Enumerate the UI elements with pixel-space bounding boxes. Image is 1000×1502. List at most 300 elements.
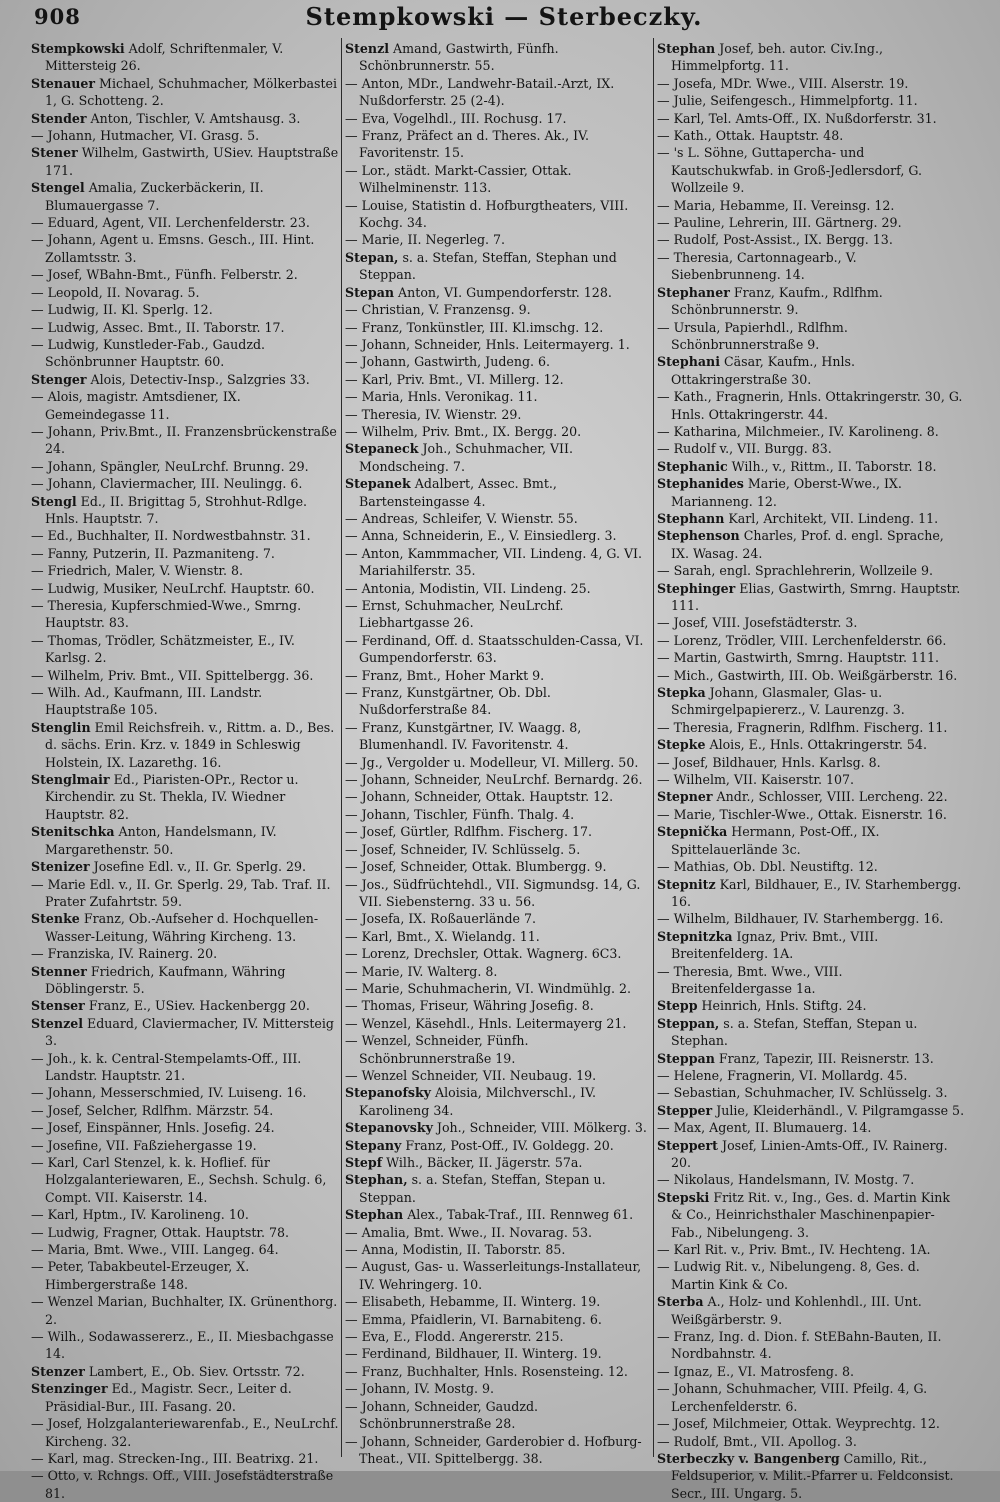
entry-details: — Ludwig, Fragner, Ottak. Hauptstr. 78. [31, 1224, 290, 1240]
entry-details: — Emma, Pfaidlerin, VI. Barnabiteng. 6. [345, 1311, 602, 1327]
entry-details: — Maria, Hebamme, II. Vereinsg. 12. [657, 197, 895, 213]
entry-details: Amand, Gastwirth, Fünfh. Schönbrunnerstr. 55. [359, 41, 559, 74]
directory-entry [345, 1206, 653, 1223]
page-title: Stempkowski — Sterbeczky. [305, 2, 703, 31]
entry-details: — Ludwig, Assec. Bmt., II. Taborstr. 17. [31, 319, 285, 335]
entry-details: Hermann, Post-Off., IX. Spittelauerlände 3c. [671, 824, 880, 857]
entry-details: — Johann, Messerschmied, IV. Luiseng. 16. [31, 1085, 307, 1101]
entry-details: — Wilhelm, VII. Kaiserstr. 107. [657, 772, 855, 788]
entry-details: — Josef, Selcher, Rdlfhm. Märzstr. 54. [31, 1102, 274, 1118]
entry-details: — Amalia, Bmt. Wwe., II. Novarag. 53. [345, 1224, 592, 1240]
entry-surname: Stenser [31, 998, 85, 1014]
directory-entry [345, 336, 653, 353]
directory-entry [345, 980, 653, 997]
directory-entry [345, 510, 653, 527]
entry-details: — Johann, IV. Mostg. 9. [345, 1381, 495, 1397]
directory-entry [657, 1067, 965, 1084]
directory-entry [657, 510, 965, 527]
entry-details: — Johann, Agent u. Emsns. Gesch., III. Hint. Zollamtsstr. 3. [31, 232, 315, 265]
entry-details: Marie, Oberst-Wwe., IX. Marianneng. 12. [671, 476, 902, 509]
entry-details: — Helene, Fragnerin, VI. Mollardg. 45. [657, 1067, 908, 1083]
directory-entry [345, 1067, 653, 1084]
directory-entry [345, 371, 653, 388]
entry-details: Alois, Detectiv-Insp., Salzgries 33. [86, 371, 310, 387]
entry-surname: Stepp [657, 998, 698, 1014]
entry-details: — Rudolf, Bmt., VII. Apollog. 3. [657, 1433, 857, 1449]
directory-entry [345, 858, 653, 875]
entry-details: — Anna, Modistin, II. Taborstr. 85. [345, 1242, 566, 1258]
entry-details: Julie, Kleiderhändl., V. Pilgramgasse 5. [712, 1102, 965, 1118]
directory-entry [657, 249, 965, 284]
entry-details: Amalia, Zuckerbäckerin, II. Blumauergasse 7. [45, 180, 264, 213]
entry-surname: Steppan [657, 1050, 715, 1066]
directory-entry [345, 1328, 653, 1345]
directory-entry [345, 963, 653, 980]
entry-details: — Thomas, Trödler, Schätzmeister, E., IV. Karlsg. 2. [31, 632, 295, 666]
directory-entry [31, 632, 339, 667]
directory-entry [31, 1363, 339, 1380]
entry-details: — Theresia, Cartonnagearb., V. Siebenbrunneng. 14. [657, 249, 857, 283]
directory-entry [31, 1224, 339, 1241]
directory-entry [345, 249, 653, 284]
entry-details: s. a. Stefan, Steffan, Stephan und Steppan. [359, 249, 617, 283]
entry-details: — Marie, II. Negerleg. 7. [345, 232, 506, 248]
directory-entry [345, 1293, 653, 1310]
entry-details: — Josefine, VII. Faßziehergasse 19. [31, 1137, 257, 1153]
entry-details: — Marie Edl. v., II. Gr. Sperlg. 29, Tab. Traf. II. Prater Zufahrtstr. 59. [31, 876, 331, 909]
entry-details: — Ignaz, E., VI. Matrosfeng. 8. [657, 1363, 855, 1379]
entry-details: Wilh., v., Rittm., II. Taborstr. 18. [727, 458, 937, 474]
column-divider [653, 38, 654, 1457]
entry-details: — Franz, Ing. d. Dion. f. StEBahn-Bauten, II. Nordbahnstr. 4. [657, 1329, 942, 1362]
entry-details: — Fanny, Putzerin, II. Pazmaniteng. 7. [31, 545, 275, 561]
directory-entry [345, 353, 653, 370]
directory-entry [345, 545, 653, 580]
entry-surname: Stenizer [31, 859, 90, 875]
entry-details: — Max, Agent, II. Blumauerg. 14. [657, 1120, 872, 1136]
entry-details: Johann, Glasmaler, Glas- u. Schmirgelpapiererz., V. Laurenzg. 3. [671, 685, 905, 718]
directory-entry [31, 319, 339, 336]
directory-entry [31, 423, 339, 458]
directory-entry [657, 1363, 965, 1380]
directory-column-1 [31, 40, 339, 1502]
entry-details: — Karl, Bmt., X. Wielandg. 11. [345, 928, 540, 944]
entry-surname: Stepan [345, 284, 395, 300]
directory-entry [31, 1450, 339, 1467]
directory-entry [345, 823, 653, 840]
directory-entry [657, 475, 965, 510]
entry-surname: Stephan [345, 1207, 404, 1223]
entry-surname: Steppert [657, 1137, 719, 1153]
directory-entry [345, 1154, 653, 1171]
directory-entry [657, 997, 965, 1014]
directory-entry [345, 1398, 653, 1433]
entry-details: — Ed., Buchhalter, II. Nordwestbahnstr. 31. [31, 528, 311, 544]
entry-surname: Stepf [345, 1155, 383, 1170]
directory-entry [345, 475, 653, 510]
entry-details: — Wenzel, Schneider, Fünfh. Schönbrunnerstraße 19. [345, 1033, 529, 1066]
directory-entry [31, 493, 339, 528]
directory-entry [345, 40, 653, 75]
entry-surname: Stepke [657, 737, 706, 753]
directory-entry [657, 754, 965, 771]
entry-details: — Sarah, engl. Sprachlehrerin, Wollzeile 9. [657, 563, 933, 579]
entry-details: — Martin, Gastwirth, Smrng. Hauptstr. 111. [657, 650, 940, 666]
entry-details: Franz, Post-Off., IV. Goldegg. 20. [401, 1137, 614, 1153]
directory-entry [345, 423, 653, 440]
entry-details: Eduard, Claviermacher, IV. Mittersteig 3. [45, 1015, 334, 1049]
entry-details: — Johann, Schneider, Garderobier d. Hofburg-Theat., VII. Spittelbergg. 38. [345, 1433, 642, 1466]
entry-details: — Andreas, Schleifer, V. Wienstr. 55. [345, 510, 578, 526]
entry-surname: Stender [31, 110, 87, 126]
entry-details: Alois, E., Hnls. Ottakringerstr. 54. [705, 737, 927, 753]
entry-surname: Stepnitzka [657, 928, 733, 944]
entry-details: Elias, Gastwirth, Smrng. Hauptstr. 111. [671, 580, 961, 613]
directory-entry [31, 1119, 339, 1136]
directory-entry [345, 928, 653, 945]
entry-surname: Stepski [657, 1189, 710, 1205]
directory-entry [345, 632, 653, 667]
directory-entry [345, 1363, 653, 1380]
entry-surname: Sterba [657, 1294, 704, 1310]
directory-entry [345, 319, 653, 336]
directory-entry [657, 963, 965, 998]
directory-entry [345, 910, 653, 927]
directory-entry [31, 371, 339, 388]
entry-details: s. a. Stefan, Steffan, Stepan u. Steppan. [359, 1172, 606, 1205]
entry-details: — Ludwig, II. Kl. Sperlg. 12. [31, 302, 213, 318]
entry-details: Franz, E., USiev. Hackenbergg 20. [84, 998, 310, 1014]
directory-entry [657, 910, 965, 927]
entry-details: — Thomas, Friseur, Währing Josefig. 8. [345, 998, 594, 1014]
entry-details: Andr., Schlosser, VIII. Lercheng. 22. [712, 789, 948, 805]
entry-details: — Josefa, MDr. Wwe., VIII. Alserstr. 19. [657, 75, 909, 91]
entry-details: Ed., Piaristen-OPr., Rector u. Kirchendir. zu St. Thekla, IV. Wiedner Hauptstr. 82. [45, 772, 299, 822]
directory-column-3 [657, 40, 965, 1502]
entry-details: — Josef, Einspänner, Hnls. Josefig. 24. [31, 1120, 275, 1136]
entry-details: — Joh., k. k. Central-Stempelamts-Off., III. Landstr. Hauptstr. 21. [31, 1050, 302, 1083]
entry-details: Franz, Ob.-Aufseher d. Hochquellen-Wasser-Leitung, Währing Kircheng. 13. [45, 911, 319, 944]
entry-details: — Lorenz, Trödler, VIII. Lerchenfelderstr. 66. [657, 632, 947, 648]
entry-details: — Theresia, Bmt. Wwe., VIII. Breitenfeldergasse 1a. [657, 963, 843, 996]
directory-entry [345, 1224, 653, 1241]
entry-details: — Ernst, Schuhmacher, NeuLrchf. Liebhartgasse 26. [345, 598, 564, 631]
directory-entry [31, 301, 339, 318]
directory-entry [31, 684, 339, 719]
directory-entry [31, 858, 339, 875]
directory-entry [657, 1189, 965, 1241]
entry-details: Ed., II. Brigittag 5, Strohhut-Rdlge. Hnls. Hauptstr. 7. [45, 493, 308, 526]
directory-entry [657, 876, 965, 911]
directory-entry [657, 1137, 965, 1172]
entry-surname: Stengl [31, 493, 77, 509]
entry-details: — 's L. Söhne, Guttapercha- und Kautschukwfab. in Groß-Jedlersdorf, G. Wollzeile 9. [657, 145, 922, 196]
directory-entry [345, 1380, 653, 1397]
directory-entry [31, 144, 339, 179]
entry-details: — Louise, Statistin d. Hofburgtheaters, VIII. Kochg. 34. [345, 197, 629, 231]
directory-entry [31, 910, 339, 945]
directory-entry [657, 1050, 965, 1067]
directory-entry [657, 353, 965, 388]
entry-surname: Stephan, [345, 1172, 408, 1188]
entry-details: s. a. Stefan, Steffan, Stepan u. Stephan. [671, 1015, 918, 1049]
entry-details: — Mich., Gastwirth, III. Ob. Weißgärberstr. 16. [657, 667, 958, 683]
directory-entry [345, 1171, 653, 1206]
directory-entry [31, 110, 339, 127]
directory-entry [31, 75, 339, 110]
entry-details: — Rudolf v., VII. Burgg. 83. [657, 441, 832, 457]
directory-entry [657, 823, 965, 858]
directory-entry [657, 197, 965, 214]
entry-details: A., Holz- und Kohlenhdl., III. Unt. Weißgärberstr. 9. [671, 1294, 922, 1327]
entry-details: Wilhelm, Gastwirth, USiev. Hauptstraße 171. [45, 145, 339, 178]
entry-details: — Josef, Bildhauer, Hnls. Karlsg. 8. [657, 754, 881, 770]
entry-details: — Maria, Hnls. Veronikag. 11. [345, 389, 538, 405]
entry-details: — Johann, Claviermacher, III. Neulingg. 6. [31, 476, 303, 492]
entry-surname: Stenner [31, 963, 87, 979]
entry-details: — Johann, Schneider, Ottak. Hauptstr. 12. [345, 789, 614, 805]
directory-entry [657, 527, 965, 562]
directory-entry [31, 1206, 339, 1223]
entry-details: Karl, Bildhauer, E., IV. Starhembergg. 16. [671, 876, 962, 909]
entry-details: — Mathias, Ob. Dbl. Neustiftg. 12. [657, 859, 878, 875]
directory-entry [345, 788, 653, 805]
entry-details: — Antonia, Modistin, VII. Lindeng. 25. [345, 580, 591, 596]
entry-surname: Stepka [657, 685, 706, 701]
directory-entry [31, 580, 339, 597]
entry-surname: Stenglin [31, 719, 91, 735]
entry-details: — Marie, Schuhmacherin, VI. Windmühlg. 2. [345, 980, 632, 996]
directory-entry [657, 458, 965, 475]
entry-details: — Karl, Tel. Amts-Off., IX. Nußdorferstr. 31. [657, 110, 937, 126]
entry-details: — Johann, Priv.Bmt., II. Franzensbrückenstraße 24. [31, 423, 337, 457]
entry-details: — Katharina, Milchmeier., IV. Karolineng. 8. [657, 423, 939, 439]
entry-details: — Julie, Seifengesch., Himmelpfortg. 11. [657, 93, 918, 109]
entry-surname: Stephenson [657, 528, 740, 544]
directory-entry [657, 771, 965, 788]
directory-entry [657, 632, 965, 649]
entry-details: — Wenzel Schneider, VII. Neubaug. 19. [345, 1067, 597, 1083]
directory-entry [345, 75, 653, 110]
entry-surname: Stephanic [657, 458, 728, 474]
directory-entry [31, 475, 339, 492]
directory-entry [345, 527, 653, 544]
directory-entry [657, 388, 965, 423]
entry-surname: Stephaner [657, 284, 730, 300]
directory-entry [657, 1241, 965, 1258]
directory-entry [31, 179, 339, 214]
entry-surname: Stepnitz [657, 876, 716, 892]
entry-details: — Franz, Kunstgärtner, IV. Waagg. 8, Blumenhandl. IV. Favoritenstr. 4. [345, 719, 582, 753]
directory-entry [31, 1415, 339, 1450]
entry-details: — Karl, Carl Stenzel, k. k. Hoflief. für Holzgalanteriewaren, E., Sechsh. Schulg. 6, Compt. VII. Kaiserstr. 14. [31, 1155, 327, 1205]
entry-surname: Stephani [657, 354, 720, 370]
directory-entry [31, 1154, 339, 1206]
entry-surname: Stepany [345, 1137, 402, 1153]
entry-surname: Stepanovsky [345, 1120, 433, 1136]
entry-details: — Ludwig, Musiker, NeuLrchf. Hauptstr. 60. [31, 580, 315, 596]
entry-details: — August, Gas- u. Wasserleitungs-Installateur, IV. Wehringerg. 10. [345, 1259, 642, 1292]
entry-details: — Theresia, IV. Wienstr. 29. [345, 406, 522, 422]
directory-entry [31, 266, 339, 283]
entry-details: Emil Reichsfreih. v., Rittm. a. D., Bes. d. sächs. Erin. Krz. v. 1849 in Schleswig Holstein, IX. Lazarethg. 16. [45, 719, 335, 770]
entry-details: — Rudolf, Post-Assist., IX. Bergg. 13. [657, 232, 893, 248]
directory-entry [31, 1467, 339, 1502]
entry-details: — Ludwig, Kunstleder-Fab., Gaudzd. Schönbrunner Hauptstr. 60. [31, 336, 266, 370]
directory-entry [31, 127, 339, 144]
directory-entry [31, 545, 339, 562]
entry-details: Anton, VI. Gumpendorferstr. 128. [394, 284, 612, 300]
entry-details: — Ferdinand, Off. d. Staatsschulden-Cassa, VI. Gumpendorferstr. 63. [345, 632, 644, 666]
entry-surname: Stenger [31, 371, 87, 387]
entry-details: Camillo, Rit., Feldsuperior, v. Milit.-Pfarrer u. Feldconsist. Secr., III. Ungarg. 5. [671, 1450, 954, 1501]
entry-surname: Stenauer [31, 75, 96, 91]
directory-entry [345, 110, 653, 127]
entry-details: — Josefa, IX. Roßauerlände 7. [345, 911, 537, 927]
directory-entry [657, 214, 965, 231]
directory-entry [345, 580, 653, 597]
entry-surname: Stenke [31, 911, 80, 927]
entry-surname: Stepan, [345, 249, 399, 265]
directory-entry [657, 1015, 965, 1050]
entry-details: — Wilh. Ad., Kaufmann, III. Landstr. Hauptstraße 105. [31, 685, 263, 718]
entry-details: — Leopold, II. Novarag. 5. [31, 284, 200, 300]
entry-details: — Eva, E., Flodd. Angererstr. 215. [345, 1329, 564, 1345]
entry-details: — Karl, Hptm., IV. Karolineng. 10. [31, 1207, 249, 1223]
directory-entry [345, 284, 653, 301]
entry-details: — Wilh., Sodawassererz., E., II. Miesbachgasse 14. [31, 1329, 334, 1362]
directory-entry [657, 231, 965, 248]
directory-entry [345, 597, 653, 632]
entry-details: — Franz, Bmt., Hoher Markt 9. [345, 667, 545, 683]
entry-details: — Maria, Bmt. Wwe., VIII. Langeg. 64. [31, 1242, 279, 1258]
entry-details: — Elisabeth, Hebamme, II. Winterg. 19. [345, 1294, 601, 1310]
directory-entry [345, 231, 653, 248]
entry-details: — Friedrich, Maler, V. Wienstr. 8. [31, 563, 244, 579]
entry-surname: Stephanides [657, 476, 744, 492]
directory-entry [345, 440, 653, 475]
directory-entry [31, 284, 339, 301]
entry-details: — Jg., Vergolder u. Modelleur, VI. Millerg. 50. [345, 754, 639, 770]
entry-surname: Stepanek [345, 476, 411, 492]
entry-details: Ed., Magistr. Secr., Leiter d. Präsidial-Bur., III. Fasang. 20. [45, 1381, 292, 1414]
entry-details: Wilh., Bäcker, II. Jägerstr. 57a. [382, 1155, 583, 1170]
entry-details: — Lor., städt. Markt-Cassier, Ottak. Wilhelminenstr. 113. [345, 162, 572, 196]
entry-details: — Johann, Schneider, NeuLrchf. Bernardg. 26. [345, 772, 643, 788]
directory-entry [657, 1415, 965, 1432]
entry-surname: Stenzl [345, 41, 390, 56]
entry-details: Karl, Architekt, VII. Lindeng. 11. [724, 510, 939, 526]
directory-entry [345, 301, 653, 318]
directory-entry [657, 1450, 965, 1502]
entry-details: Joh., Schuhmacher, VII. Mondscheing. 7. [359, 441, 573, 474]
entry-details: Michael, Schuhmacher, Mölkerbastei 1, G. Schotteng. 2. [45, 75, 338, 109]
directory-entry [345, 719, 653, 754]
entry-surname: Stepper [657, 1102, 713, 1118]
directory-entry [657, 1102, 965, 1119]
directory-entry [31, 458, 339, 475]
directory-entry [345, 667, 653, 684]
entry-details: — Sebastian, Schuhmacher, IV. Schlüsselg. 3. [657, 1085, 948, 1101]
entry-details: — Christian, V. Franzensg. 9. [345, 302, 531, 318]
directory-entry [31, 1241, 339, 1258]
directory-entry [657, 858, 965, 875]
directory-entry [31, 771, 339, 823]
entry-details: — Ursula, Papierhdl., Rdlfhm. Schönbrunnerstraße 9. [657, 319, 848, 352]
entry-details: — Johann, Schuhmacher, VIII. Pfeilg. 4, G. Lerchenfelderstr. 6. [657, 1381, 928, 1414]
directory-entry [31, 1137, 339, 1154]
entry-surname: Stenzinger [31, 1381, 108, 1397]
entry-details: — Wilhelm, Priv. Bmt., IX. Bergg. 20. [345, 423, 582, 439]
directory-entry [345, 197, 653, 232]
entry-surname: Stepnička [657, 824, 728, 840]
entry-details: — Johann, Tischler, Fünfh. Thalg. 4. [345, 806, 575, 822]
directory-entry [345, 754, 653, 771]
entry-surname: Stepanofsky [345, 1085, 431, 1101]
directory-entry [345, 1258, 653, 1293]
directory-entry [31, 876, 339, 911]
entry-details: — Wenzel Marian, Buchhalter, IX. Grünenthorg. 2. [31, 1294, 338, 1327]
directory-entry [657, 1171, 965, 1188]
entry-details: — Peter, Tabakbeutel-Erzeuger, X. Himbergerstraße 148. [31, 1259, 250, 1292]
entry-details: Charles, Prof. d. engl. Sprache, IX. Wasag. 24. [671, 528, 944, 561]
entry-details: — Franz, Buchhalter, Hnls. Rosensteing. 12. [345, 1363, 628, 1379]
entry-details: — Johann, Hutmacher, VI. Grasg. 5. [31, 128, 260, 144]
entry-details: — Eva, Vogelhdl., III. Rochusg. 17. [345, 110, 567, 126]
entry-details: — Alois, magistr. Amtsdiener, IX. Gemeindegasse 11. [31, 389, 241, 422]
entry-details: — Ludwig Rit. v., Nibelungeng. 8, Ges. d. Martin Kink & Co. [657, 1259, 920, 1292]
entry-details: Josef, Linien-Amts-Off., IV. Rainerg. 20. [671, 1137, 948, 1170]
directory-entry [657, 284, 965, 319]
directory-entry [345, 127, 653, 162]
entry-details: Heinrich, Hnls. Stiftg. 24. [697, 998, 867, 1014]
entry-details: — Franziska, IV. Rainerg. 20. [31, 946, 218, 962]
directory-entry [345, 945, 653, 962]
directory-entry [657, 75, 965, 92]
directory-entry [657, 144, 965, 196]
directory-entry [31, 945, 339, 962]
entry-details: Lambert, E., Ob. Siev. Ortsstr. 72. [84, 1363, 305, 1379]
directory-entry [31, 214, 339, 231]
entry-details: — Anton, MDr., Landwehr-Batail.-Arzt, IX. Nußdorferstr. 25 (2-4). [345, 75, 615, 109]
entry-details: — Johann, Schneider, Hnls. Leitermayerg. 1. [345, 336, 630, 352]
directory-entry [345, 997, 653, 1014]
column-divider [341, 38, 342, 1457]
directory-entry [31, 562, 339, 579]
entry-surname: Stenitschka [31, 824, 115, 840]
entry-details: — Nikolaus, Handelsmann, IV. Mostg. 7. [657, 1172, 915, 1188]
directory-entry [31, 667, 339, 684]
directory-entry [31, 1328, 339, 1363]
entry-details: Fritz Rit. v., Ing., Ges. d. Martin Kink & Co., Heinrichsthaler Maschinenpapier-Fab., Nibelungeng. 3. [671, 1189, 951, 1240]
directory-column-2 [345, 40, 653, 1467]
entry-details: — Wilhelm, Bildhauer, IV. Starhembergg. 16. [657, 911, 944, 927]
directory-entry [657, 440, 965, 457]
directory-entry [657, 614, 965, 631]
directory-entry [345, 1119, 653, 1136]
directory-entry [657, 736, 965, 753]
entry-details: Anton, Handelsmann, IV. Margarethenstr. 50. [45, 824, 277, 857]
directory-entry [345, 1311, 653, 1328]
directory-entry [657, 127, 965, 144]
directory-entry [345, 1345, 653, 1362]
directory-entry [657, 423, 965, 440]
directory-entry [657, 110, 965, 127]
entry-details: — Karl Rit. v., Priv. Bmt., IV. Hechteng. 1A. [657, 1242, 931, 1258]
entry-surname: Stepner [657, 789, 713, 805]
directory-entry [345, 388, 653, 405]
directory-entry [31, 963, 339, 998]
